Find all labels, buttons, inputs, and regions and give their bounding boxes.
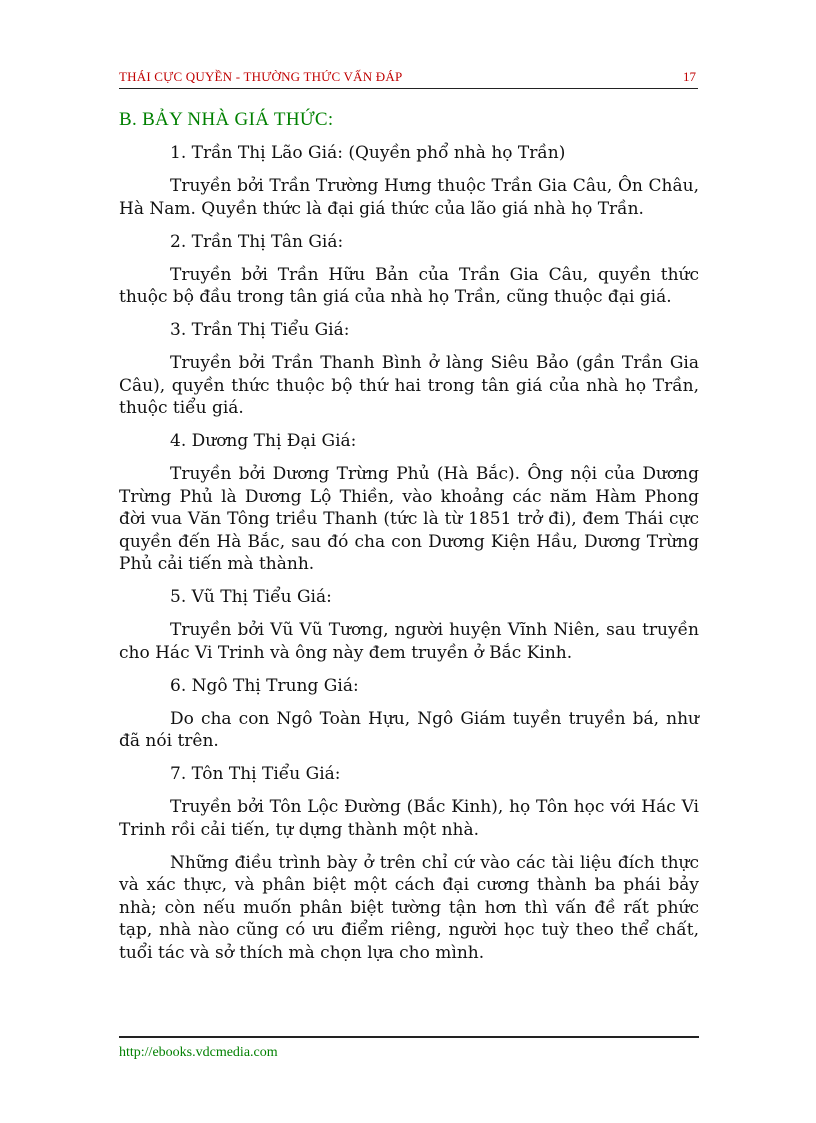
section-title: B. BẢY NHÀ GIÁ THỨC: [119,109,334,130]
entry-text-4: Truyền bởi Dương Trừng Phủ (Hà Bắc). Ông nội của Dương Trừng Phủ là Dương Lộ Thiền, vào khoảng các năm Hàm Phong đời vua Văn Tông triều Thanh (tức là từ 1851 trở đi), đem Thái cực quyền đến Hà Bắc, sau đó cha con Dương Kiện Hầu, Dương Trừng Phủ cải tiến mà thành. [119,464,699,574]
closing-paragraph: Những điều trình bày ở trên chỉ cứ vào các tài liệu đích thực và xác thực, và phân biệt một cách đại cương thành ba phái bảy nhà; còn nếu muốn phân biệt tường tận hơn thì vấn đề rất phức tạp, nhà nào cũng có ưu điểm riêng, người học tuỳ theo thể chất, tuổi tác và sở thích mà chọn lựa cho mình. [119,852,699,963]
entry-heading-6: 6. Ngô Thị Trung Giá: [170,675,359,696]
entry-text-2: Truyền bởi Trần Hữu Bản của Trần Gia Câu, quyền thức thuộc bộ đầu trong tân giá của nhà họ Trần, cũng thuộc đại giá. [119,264,699,307]
page-content [119,108,699,975]
entry-heading-1: 1. Trần Thị Lão Giá: (Quyền phổ nhà họ Trần) [170,143,566,163]
entry-heading-2: 2. Trần Thị Tân Giá: [170,231,344,252]
page-footer [119,1036,699,1060]
entry-heading-4: 4. Dương Thị Đại Giá: [170,431,357,451]
entry-text-5: Truyền bởi Vũ Vũ Tương, người huyện Vĩnh Niên, sau truyền cho Hác Vi Trinh và ông này đem truyền ở Bắc Kinh. [119,620,699,663]
page-header [119,66,698,89]
entry-heading-5: 5. Vũ Thị Tiểu Giá: [170,587,332,607]
entry-text-3: Truyền bởi Trần Thanh Bình ở làng Siêu Bảo (gần Trần Gia Câu), quyền thức thuộc bộ thứ hai trong tân giá của nhà họ Trần, thuộc tiểu giá. [119,353,699,418]
page-number: 17 [683,69,696,84]
running-title: THÁI CỰC QUYỀN - THƯỜNG THỨC VẤN ĐÁP [119,69,403,84]
entry-text-7: Truyền bởi Tôn Lộc Đường (Bắc Kinh), họ Tôn học với Hác Vi Trinh rồi cải tiến, tự dựng thành một nhà. [119,797,699,840]
entry-heading-3: 3. Trần Thị Tiểu Giá: [170,320,350,340]
footer-link[interactable]: http://ebooks.vdcmedia.com [119,1045,278,1060]
entry-text-1: Truyền bởi Trần Trường Hưng thuộc Trần Gia Câu, Ôn Châu, Hà Nam. Quyền thức là đại giá thức của lão giá nhà họ Trần. [119,176,699,219]
entry-heading-7: 7. Tôn Thị Tiểu Giá: [170,764,341,784]
entry-text-6: Do cha con Ngô Toàn Hựu, Ngô Giám tuyền truyền bá, như đã nói trên. [119,708,699,751]
